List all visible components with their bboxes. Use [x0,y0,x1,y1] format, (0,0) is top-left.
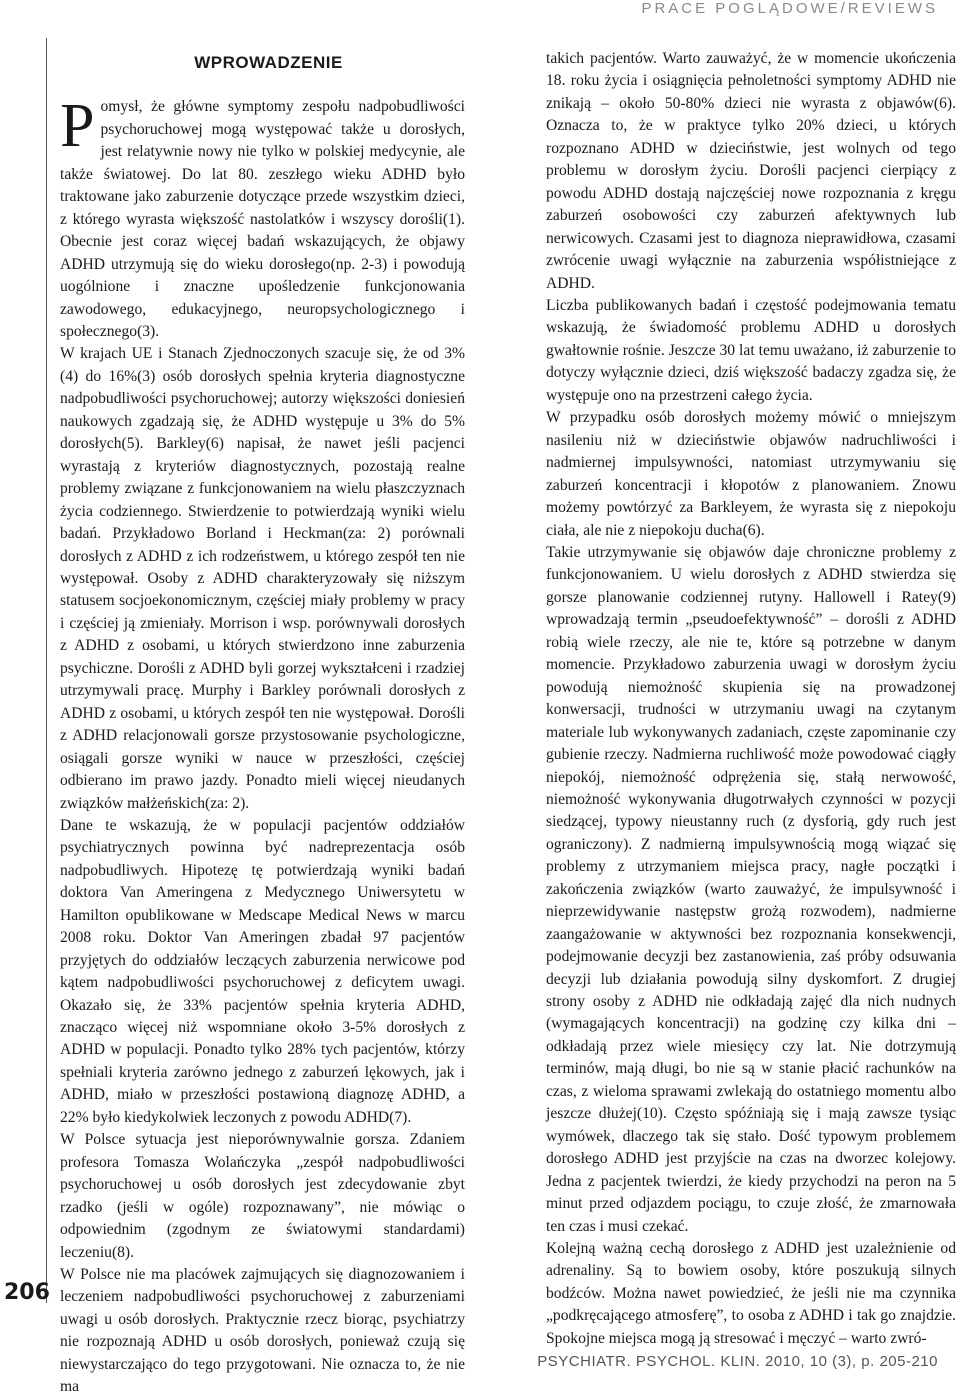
paragraph: Kolejną ważną cechą dorosłego z ADHD jest uzależnienie od adrenaliny. Są to bowiem osoby, które poszukują silnych bodźców. Można nawet powiedzieć, że jeśli nie ma czynnika „podkręcającego atmosferę”, to osoba z ADHD i tak go znajdzie. Spokojne miejsca mogą ją stresować i męczyć – warto zwró- [546,1240,956,1347]
paragraph: W krajach UE i Stanach Zjednoczonych szacuje się, że od 3%(4) do 16%(3) osób dorosłych spełnia kryteria diagnostyczne nadpobudliwości psychoruchowej; autorzy większości doniesień naukowych zgadzają się, że ADHD występuje u 3% do 5% dorosłych(5). Barkley(6) napisał, że nawet jeśli pacjenci wyrastają z kryteriów diagnostycznych, pozostają realne problemy związane z funkcjonowaniem na wielu płaszczyznach życia codziennego. Stwierdzenie to potwierdzają wyniki wielu badań. Przykładowo Borland i Heckman(za: 2) porównali dorosłych z ADHD z ich rodzeństwem, u którego zespół ten nie występował. Osoby z ADHD charakteryzowały się niższym statusem socjoekonomicznym, częściej miały problemy w pracy i częściej ją zmieniały. Morrison i wsp. porównywali dorosłych z ADHD z osobami, u których stwierdzono inne zaburzenia psychiczne. Dorośli z ADHD byli gorzej wykształceni i rzadziej utrzymywali pracę. Murphy i Barkley porównali dorosłych z ADHD z osobami, u których zespół ten nie występował. Dorośli z ADHD relacjonowali gorsze przystosowanie psychologiczne, osiągali gorsze wyniki w nauce w przeszłości, częściej odbierano im prawo jazdy. Ponadto mieli więcej nieudanych związków małżeńskich(za: 2). [60,345,465,812]
journal-citation: PSYCHIATR. PSYCHOL. KLIN. 2010, 10 (3), p. 205-210 [537,1353,938,1370]
margin-rule [46,38,47,1303]
running-head: PRACE POGLĄDOWE/REVIEWS [641,0,938,17]
paragraph [60,92,465,343]
paragraph: Takie utrzymywanie się objawów daje chroniczne problemy z funkcjonowaniem. U wielu dorosłych z ADHD stwierdza się gorsze planowanie codziennej rutyny. Hallowell i Ratey(9) wprowadzają termin „pseudoefektywność” – dorośli z ADHD robią wiele rzeczy, ale nie te, które są potrzebne w danym momencie. Przykładowo zaburzenia uwagi w dorosłym życiu powodują niemożność skupienia się na prowadzonej konwersacji, trudności w utrzymaniu uwagi na czytanym materiale lub wykonywanych zadaniach, częste zapominanie czy gubienie rzeczy. Nadmierna ruchliwość może powodować ciągły niepokój, niemożność odprężenia się, stałą nerwowość, niemożność wykonywania długotrwałych czynności w pozycji siedzącej, typowy nieustanny ruch (z dysforią, gdy ruch jest ograniczony). Z nadmierną impulsywnością mogą wiązać się problemy z utrzymaniem miejsca pracy, nagłe początki i zakończenia związków (warto zauważyć, że impulsywność i nieprzewidywanie następstw grożą rozwodem), nadmierne zaangażowanie w aktywności bez rozpoznania konsekwencji, podejmowanie decyzji bez zastanowienia, zaś próby odsuwania decyzji lub działania powodują silny dyskomfort. Z drugiej strony osoby z ADHD nie odkładają zajęć dla nich nudnych (wymagających koncentracji) na godzinę czy kilka dni – odkładają przez wiele miesięcy czy lat. Nie dotrzymują terminów, mają długi, bo nie są w stanie płacić rachunków na czas, z wieloma sprawami zwlekają do ostatniego momentu albo jeszcze dłużej(10). Często spóźniają się i mają zawsze tysiąc wymówek, dlaczego tak się stało. Dość typowym problemem dorosłego ADHD jest przyjście na czas na dworzec kolejowy. Jedna z pacjentek twierdzi, że kiedy przychodzi na peron na 5 minut przed odjazdem pociągu, to czuje złość, że zmarnowała ten czas i musi czekać. [546,543,956,1235]
section-heading: WPROWADZENIE [194,53,343,72]
paragraph: Liczba publikowanych badań i częstość podejmowania tematu wskazują, że świadomość problemu ADHD u dorosłych gwałtownie rośnie. Jeszcze 30 lat temu uważano, iż zaburzenie to dotyczy wyłącznie dzieci, dziś większość badaczy zgadza się, że występuje ono na przestrzeni całego życia. [546,296,956,404]
paragraph: W przypadku osób dorosłych możemy mówić o mniejszym nasileniu niż w dzieciństwie objawów nadruchliwości i nadmiernej impulsywności, natomiast utrzymywaniu się zaburzeń koncentracji i kłopotów z planowaniem. Znowu możemy powtórzyć za Barkleyem, że wyrasta się z niepokoju ciała, ale nie z niepokoju ducha(6). [546,409,956,539]
left-column [60,52,465,1399]
paragraph: W Polsce sytuacja jest nieporównywalnie gorsza. Zdaniem profesora Tomasza Wolańczyka „zespół nadpobudliwości psychoruchowej u osób dorosłych jest zdecydowanie zbyt rzadko (jeśli w ogóle) rozpoznawany”, nie mówiąc o odpowiednim (zgodnym ze światowymi standardami) leczeniu(8). [60,1131,465,1261]
drop-cap: P [60,92,95,161]
paragraph-text: omysł, że główne symptomy zespołu nadpobudliwości psychoruchowej mogą występować także u dorosłych, jest relatywnie nowy nie tylko w polskiej medycynie, ale także światowej. Do lat 80. zeszłego wieku ADHD było traktowane jako zaburzenie dotyczące przede wszystkim dzieci, z którego wyrasta większość nastolatków i wszyscy dorośli(1). Obecnie jest coraz więcej badań wskazujących, że objawy ADHD utrzymują się do wieku dorosłego(np. 2-3) i powodują uogólnione i znaczne upośledzenie funkcjonowania zawodowego, edukacyjnego, neuropsychologicznego i społecznego(3). [60,98,465,340]
right-column [546,48,956,1350]
paragraph: Dane te wskazują, że w populacji pacjentów oddziałów psychiatrycznych powinna być nadreprezentacja osób nadpobudliwych. Hipotezę tę potwierdzają wyniki badań doktora Van Ameringena z Medycznego Uniwersytetu w Hamilton opublikowane w Medscape Medical News w marcu 2008 roku. Doktor Van Ameringen zbadał 97 pacjentów przyjętych do oddziałów leczących zaburzenia nerwicowe pod kątem nadpobudliwości psychoruchowej z deficytem uwagi. Okazało się, że 33% pacjentów spełnia kryteria ADHD, znacząco więcej niż wspomniane około 3-5% dorosłych z ADHD w populacji. Ponadto tylko 28% tych pacjentów, którzy spełniali kryteria zarówno jednego z zaburzeń lękowych, jak i ADHD, miało w przeszłości postawioną diagnozę ADHD, a 22% było kiedykolwiek leczonych z powodu ADHD(7). [60,816,465,1126]
paragraph: takich pacjentów. Warto zauważyć, że w momencie ukończenia 18. roku życia i osiągnięcia pełnoletności symptomy ADHD nie znikają – około 50-80% dzieci nie wyrasta z objawów(6). Oznacza to, że w praktyce tylko 20% dzieci, u których rozpoznano ADHD w dzieciństwie, jest wolnych od tego problemu w dorosłym życiu. Dorośli pacjenci cierpiący z powodu ADHD dostają najczęściej nowe rozpoznania z kręgu zaburzeń osobowości czy zaburzeń afektywnych lub nerwicowych. Czasami jest to diagnoza nieprawidłowa, czasami zwrócenie uwagi wyłącznie na zaburzenia współistniejące z ADHD. [546,50,956,292]
page-number: 206 [4,1280,50,1305]
paragraph: W Polsce nie ma placówek zajmujących się diagnozowaniem i leczeniem nadpobudliwości psychoruchowej z zaburzeniami uwagi u osób dorosłych. Praktycznie rzecz biorąc, psychiatrzy nie rozpoznają ADHD u osób dorosłych, ponieważ czują się niewystarczająco do tego przygotowani. Nie oznacza to, że nie ma [60,1266,465,1396]
